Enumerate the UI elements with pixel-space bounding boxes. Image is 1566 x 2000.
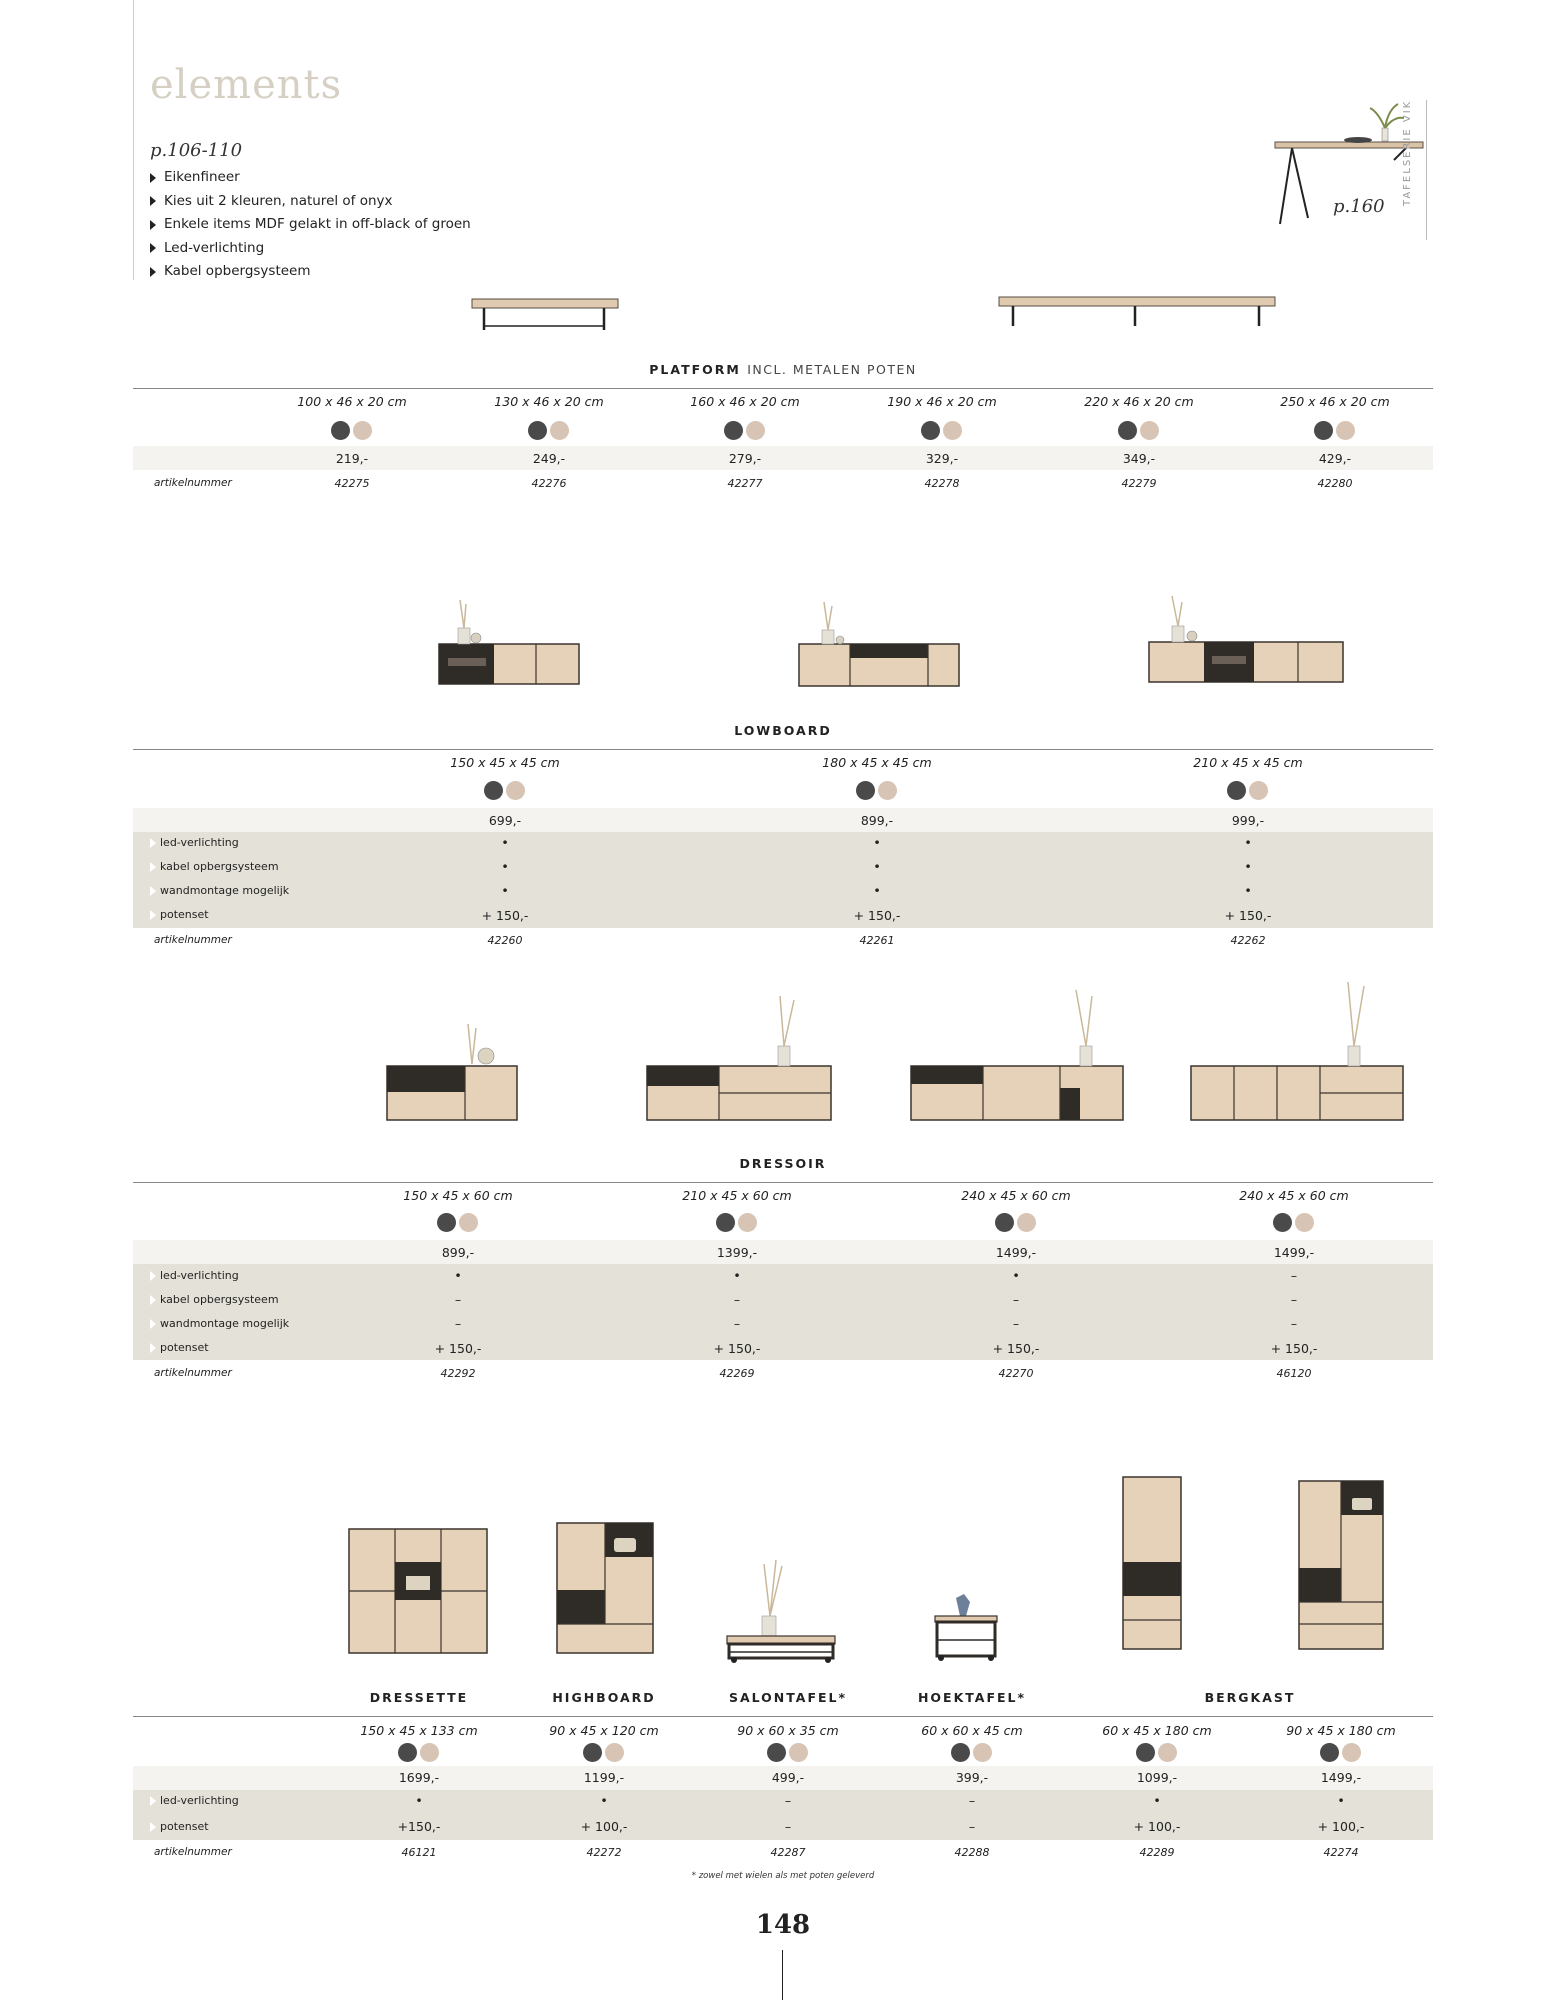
bergkast-60-image	[1120, 1474, 1184, 1652]
platform-art: 42280	[1317, 477, 1353, 490]
onyx-swatch	[716, 1213, 735, 1232]
platform-dim: 130 x 46 x 20 cm	[494, 394, 604, 409]
dressoir-210-image	[644, 994, 834, 1124]
bullet-triangle-icon	[150, 1343, 156, 1353]
feature-list	[150, 166, 471, 284]
bullet-triangle-icon	[150, 1796, 156, 1806]
lowboard-poten: + 150,-	[853, 908, 901, 923]
color-swatches	[583, 1743, 624, 1762]
bullet-triangle-icon	[150, 838, 156, 848]
dressoir-art: 42292	[440, 1367, 476, 1380]
bottom-price: 1699,-	[398, 1770, 440, 1785]
bottom-art: 42289	[1139, 1846, 1175, 1859]
naturel-swatch	[1342, 1743, 1361, 1762]
bottom-rule	[133, 1716, 1433, 1717]
lowboard-led: •	[873, 835, 881, 850]
color-swatches	[1273, 1213, 1314, 1232]
color-swatches	[951, 1743, 992, 1762]
dressoir-dim: 150 x 45 x 60 cm	[403, 1188, 513, 1203]
artikelnummer-label: artikelnummer	[154, 1367, 232, 1379]
dressoir-wand: –	[454, 1316, 462, 1331]
dressoir-title: DRESSOIR	[739, 1156, 827, 1171]
row-label-poten: potenset	[150, 1341, 209, 1354]
bottom-led: •	[1337, 1793, 1345, 1808]
row-label-poten: potenset	[150, 1820, 209, 1833]
bottom-dim: 90 x 45 x 180 cm	[1286, 1723, 1396, 1738]
row-label-poten: potenset	[150, 908, 209, 921]
platform-price: 249,-	[532, 451, 566, 466]
naturel-swatch	[1295, 1213, 1314, 1232]
color-swatches	[767, 1743, 808, 1762]
naturel-swatch	[550, 421, 569, 440]
onyx-swatch	[921, 421, 940, 440]
onyx-swatch	[1136, 1743, 1155, 1762]
bullet-triangle-icon	[150, 886, 156, 896]
lowboard-kabel: •	[501, 859, 509, 874]
page-reference: p.106-110	[150, 140, 243, 161]
bottom-dim: 90 x 60 x 35 cm	[737, 1723, 839, 1738]
left-margin-rule	[133, 0, 134, 280]
platform-rule	[133, 388, 1433, 389]
dressoir-dim: 210 x 45 x 60 cm	[682, 1188, 792, 1203]
dressoir-dim: 240 x 45 x 60 cm	[961, 1188, 1071, 1203]
bottom-led: •	[600, 1793, 608, 1808]
color-swatches	[1320, 1743, 1361, 1762]
dressoir-poten: + 150,-	[992, 1341, 1040, 1356]
bullet-triangle-icon	[150, 173, 156, 183]
lowboard-price: 699,-	[488, 813, 522, 828]
bullet-triangle-icon	[150, 862, 156, 872]
artikelnummer-label: artikelnummer	[154, 477, 232, 489]
lowboard-wand: •	[501, 883, 509, 898]
bullet-triangle-icon	[150, 196, 156, 206]
lowboard-dim: 180 x 45 x 45 cm	[822, 755, 932, 770]
bottom-art: 42272	[586, 1846, 622, 1859]
feature-item: Kies uit 2 kleuren, naturel of onyx	[150, 190, 471, 214]
color-swatches	[995, 1213, 1036, 1232]
lowboard-dim: 210 x 45 x 45 cm	[1193, 755, 1303, 770]
onyx-swatch	[767, 1743, 786, 1762]
platform-price: 219,-	[335, 451, 369, 466]
page-number: 148	[755, 1910, 811, 1940]
platform-price: 429,-	[1318, 451, 1352, 466]
bottom-dim: 60 x 60 x 45 cm	[921, 1723, 1023, 1738]
dressoir-wand: –	[1012, 1316, 1020, 1331]
dressoir-dim: 240 x 45 x 60 cm	[1239, 1188, 1349, 1203]
lowboard-art: 42262	[1230, 934, 1266, 947]
hoektafel-title: HOEKTAFEL*	[917, 1690, 1027, 1705]
bottom-led: –	[968, 1793, 976, 1808]
hoektafel-image	[932, 1590, 1000, 1662]
lowboard-art: 42261	[859, 934, 895, 947]
dressette-title: DRESSETTE	[369, 1690, 469, 1705]
dressoir-art: 42269	[719, 1367, 755, 1380]
bullet-triangle-icon	[150, 1295, 156, 1305]
bottom-dim: 60 x 45 x 180 cm	[1102, 1723, 1212, 1738]
bullet-triangle-icon	[150, 220, 156, 230]
onyx-swatch	[724, 421, 743, 440]
dressoir-wand: –	[1290, 1316, 1298, 1331]
dressoir-poten: + 150,-	[713, 1341, 761, 1356]
bottom-art: 42274	[1323, 1846, 1359, 1859]
platform-art: 42275	[334, 477, 370, 490]
artikelnummer-label: artikelnummer	[154, 1846, 232, 1858]
naturel-swatch	[973, 1743, 992, 1762]
dressoir-art: 46120	[1276, 1367, 1312, 1380]
platform-price: 279,-	[728, 451, 762, 466]
color-swatches	[921, 421, 962, 440]
vik-page-reference: p.160	[1333, 196, 1385, 217]
vik-divider	[1426, 100, 1427, 240]
bullet-triangle-icon	[150, 1271, 156, 1281]
row-label-kabel: kabel opbergsysteem	[150, 1293, 279, 1306]
naturel-swatch	[1140, 421, 1159, 440]
onyx-swatch	[484, 781, 503, 800]
platform-dim: 160 x 46 x 20 cm	[690, 394, 800, 409]
naturel-swatch	[1249, 781, 1268, 800]
onyx-swatch	[1314, 421, 1333, 440]
dressoir-price: 1399,-	[716, 1245, 758, 1260]
row-label-wand: wandmontage mogelijk	[150, 1317, 289, 1330]
lowboard-art: 42260	[487, 934, 523, 947]
dressoir-kabel: –	[1012, 1292, 1020, 1307]
bottom-dim: 90 x 45 x 120 cm	[549, 1723, 659, 1738]
onyx-swatch	[437, 1213, 456, 1232]
feature-item: Eikenfineer	[150, 166, 471, 190]
bottom-price: 399,-	[955, 1770, 989, 1785]
color-swatches	[1118, 421, 1159, 440]
dressoir-240-b-image	[1188, 980, 1406, 1124]
vik-side-label: TAFELSERIE VIK	[1402, 99, 1413, 206]
dressoir-kabel: –	[733, 1292, 741, 1307]
platform-section-title	[133, 362, 1433, 377]
bottom-led: –	[784, 1793, 792, 1808]
dressoir-wand: –	[733, 1316, 741, 1331]
page-number-rule	[782, 1950, 783, 2000]
onyx-swatch	[1227, 781, 1246, 800]
dressoir-art: 42270	[998, 1367, 1034, 1380]
color-swatches	[528, 421, 569, 440]
row-label-led: led-verlichting	[150, 1269, 239, 1282]
lowboard-poten: + 150,-	[481, 908, 529, 923]
lowboard-poten: + 150,-	[1224, 908, 1272, 923]
naturel-swatch	[746, 421, 765, 440]
dressette-image	[346, 1526, 490, 1656]
naturel-swatch	[789, 1743, 808, 1762]
platform-art: 42279	[1121, 477, 1157, 490]
bottom-poten: +150,-	[397, 1819, 441, 1834]
salontafel-title: SALONTAFEL*	[728, 1690, 848, 1705]
onyx-swatch	[1273, 1213, 1292, 1232]
dressoir-led: •	[733, 1268, 741, 1283]
lowboard-led: •	[1244, 835, 1252, 850]
bottom-art: 46121	[401, 1846, 437, 1859]
lowboard-rule	[133, 749, 1433, 750]
platform-dim: 220 x 46 x 20 cm	[1084, 394, 1194, 409]
highboard-title: HIGHBOARD	[552, 1690, 656, 1705]
bottom-price: 1099,-	[1136, 1770, 1178, 1785]
feature-item: Kabel opbergsysteem	[150, 260, 471, 284]
bullet-triangle-icon	[150, 1319, 156, 1329]
bottom-led: •	[1153, 1793, 1161, 1808]
onyx-swatch	[528, 421, 547, 440]
bottom-poten: + 100,-	[580, 1819, 628, 1834]
platform-dim: 190 x 46 x 20 cm	[887, 394, 997, 409]
onyx-swatch	[951, 1743, 970, 1762]
platform-art: 42278	[924, 477, 960, 490]
platform-price: 349,-	[1122, 451, 1156, 466]
platform-large-image	[997, 294, 1277, 344]
lowboard-dim: 150 x 45 x 45 cm	[450, 755, 560, 770]
lowboard-title: LOWBOARD	[734, 723, 832, 738]
artikelnummer-label: artikelnummer	[154, 934, 232, 946]
naturel-swatch	[605, 1743, 624, 1762]
footnote: * zowel met wielen als met poten geleverd	[691, 1871, 875, 1881]
page-title: elements	[150, 62, 343, 108]
bottom-poten: + 100,-	[1317, 1819, 1365, 1834]
row-label-led: led-verlichting	[150, 836, 239, 849]
row-label-kabel: kabel opbergsysteem	[150, 860, 279, 873]
bottom-price: 499,-	[771, 1770, 805, 1785]
bottom-poten: –	[968, 1819, 976, 1834]
bullet-triangle-icon	[150, 1822, 156, 1832]
bottom-poten: –	[784, 1819, 792, 1834]
naturel-swatch	[943, 421, 962, 440]
onyx-swatch	[583, 1743, 602, 1762]
onyx-swatch	[398, 1743, 417, 1762]
bergkast-90-image	[1296, 1478, 1386, 1652]
color-swatches	[1136, 1743, 1177, 1762]
bottom-price: 1499,-	[1320, 1770, 1362, 1785]
dressoir-price: 1499,-	[1273, 1245, 1315, 1260]
lowboard-price: 999,-	[1231, 813, 1265, 828]
dressoir-240-image	[908, 988, 1126, 1124]
salontafel-image	[724, 1556, 838, 1662]
lowboard-wand: •	[1244, 883, 1252, 898]
onyx-swatch	[331, 421, 350, 440]
bullet-triangle-icon	[150, 910, 156, 920]
bottom-art: 42288	[954, 1846, 990, 1859]
color-swatches	[484, 781, 525, 800]
dressoir-kabel: –	[1290, 1292, 1298, 1307]
color-swatches	[724, 421, 765, 440]
lowboard-led: •	[501, 835, 509, 850]
row-label-wand: wandmontage mogelijk	[150, 884, 289, 897]
highboard-image	[554, 1520, 656, 1656]
onyx-swatch	[1118, 421, 1137, 440]
naturel-swatch	[459, 1213, 478, 1232]
color-swatches	[1314, 421, 1355, 440]
dressoir-price: 899,-	[441, 1245, 475, 1260]
dressoir-led: –	[1290, 1268, 1298, 1283]
color-swatches	[437, 1213, 478, 1232]
naturel-swatch	[420, 1743, 439, 1762]
lowboard-180-image	[796, 600, 962, 692]
bottom-poten: + 100,-	[1133, 1819, 1181, 1834]
naturel-swatch	[1158, 1743, 1177, 1762]
bottom-art: 42287	[770, 1846, 806, 1859]
dressoir-poten: + 150,-	[1270, 1341, 1318, 1356]
lowboard-210-image	[1146, 594, 1346, 690]
platform-price: 329,-	[925, 451, 959, 466]
naturel-swatch	[1336, 421, 1355, 440]
platform-art: 42277	[727, 477, 763, 490]
bullet-triangle-icon	[150, 243, 156, 253]
dressoir-poten: + 150,-	[434, 1341, 482, 1356]
bergkast-title: BERGKAST	[1204, 1690, 1296, 1705]
color-swatches	[1227, 781, 1268, 800]
bullet-triangle-icon	[150, 267, 156, 277]
lowboard-150-image	[436, 596, 582, 692]
dressoir-kabel: –	[454, 1292, 462, 1307]
color-swatches	[398, 1743, 439, 1762]
dressoir-price: 1499,-	[995, 1245, 1037, 1260]
color-swatches	[856, 781, 897, 800]
platform-subtitle: INCL. METALEN POTEN	[747, 362, 917, 377]
feature-item: Led-verlichting	[150, 237, 471, 261]
dressoir-led: •	[1012, 1268, 1020, 1283]
lowboard-kabel: •	[873, 859, 881, 874]
dressoir-150-image	[384, 1020, 520, 1124]
onyx-swatch	[1320, 1743, 1339, 1762]
row-label-led: led-verlichting	[150, 1794, 239, 1807]
lowboard-kabel: •	[1244, 859, 1252, 874]
platform-dim: 100 x 46 x 20 cm	[297, 394, 407, 409]
naturel-swatch	[506, 781, 525, 800]
color-swatches	[331, 421, 372, 440]
platform-art: 42276	[531, 477, 567, 490]
naturel-swatch	[1017, 1213, 1036, 1232]
bottom-dim: 150 x 45 x 133 cm	[360, 1723, 478, 1738]
naturel-swatch	[353, 421, 372, 440]
dressoir-rule	[133, 1182, 1433, 1183]
dressoir-led: •	[454, 1268, 462, 1283]
platform-small-image	[470, 296, 620, 346]
naturel-swatch	[738, 1213, 757, 1232]
platform-dim: 250 x 46 x 20 cm	[1280, 394, 1390, 409]
bottom-led: •	[415, 1793, 423, 1808]
color-swatches	[716, 1213, 757, 1232]
lowboard-wand: •	[873, 883, 881, 898]
platform-title: PLATFORM	[649, 362, 741, 377]
feature-item: Enkele items MDF gelakt in off-black of groen	[150, 213, 471, 237]
onyx-swatch	[856, 781, 875, 800]
bottom-price: 1199,-	[583, 1770, 625, 1785]
naturel-swatch	[878, 781, 897, 800]
onyx-swatch	[995, 1213, 1014, 1232]
lowboard-price: 899,-	[860, 813, 894, 828]
